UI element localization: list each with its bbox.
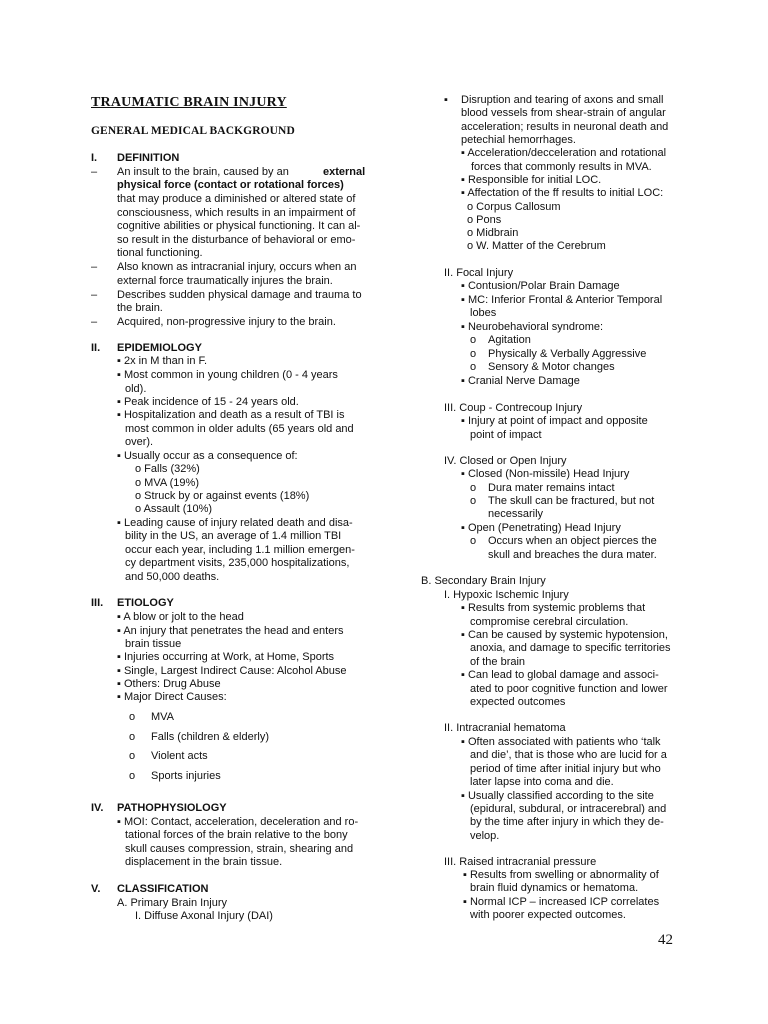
left-text-line: consciousness, which results in an impairment of: [117, 207, 356, 219]
right-text-line: ▪ Usually classified according to the site: [461, 790, 654, 802]
right-text-line: o Corpus Callosum: [467, 201, 561, 213]
left-text-line: II.: [91, 342, 101, 354]
left-text-line: Describes sudden physical damage and trauma to: [117, 289, 362, 301]
left-text-line: external: [323, 166, 366, 178]
left-text-line: ▪ 2x in M than in F.: [117, 355, 208, 367]
left-text-line: o: [129, 770, 136, 782]
right-text-line: blood vessels from shear-strain of angular: [461, 107, 666, 119]
left-text-line: –: [91, 166, 98, 178]
left-text-line: CLASSIFICATION: [117, 883, 209, 895]
right-text-line: forces that commonly results in MVA.: [471, 161, 652, 173]
left-text-line: ▪ Most common in young children (0 - 4 years: [117, 369, 338, 381]
right-text-line: o Midbrain: [467, 227, 519, 239]
right-text-line: B. Secondary Brain Injury: [421, 575, 546, 587]
right-text-line: o: [470, 348, 477, 360]
left-text-line: Also known as intracranial injury, occurs when an: [117, 261, 357, 273]
right-text-line: brain fluid dynamics or hematoma.: [470, 882, 639, 894]
left-text-line: Sports injuries: [151, 770, 221, 782]
left-text-line: most common in older adults (65 years old and: [125, 423, 354, 435]
left-text-line: that may produce a diminished or altered state of: [117, 193, 356, 205]
left-text-line: o Falls (32%): [135, 463, 200, 475]
right-text-line: velop.: [470, 830, 500, 842]
left-text-line: bility in the US, an average of 1.4 million TBI: [125, 530, 342, 542]
left-text-line: tational forces of the brain relative to the bony: [125, 829, 348, 841]
right-text-line: petechial hemorrhages.: [461, 134, 576, 146]
right-text-line: compromise cerebral circulation.: [470, 616, 629, 628]
right-text-line: o: [470, 361, 477, 373]
left-text-line: o: [129, 711, 136, 723]
right-text-line: I. Hypoxic Ischemic Injury: [444, 589, 569, 601]
right-text-line: III. Coup - Contrecoup Injury: [444, 402, 583, 414]
left-text-line: over).: [125, 436, 154, 448]
right-text-line: (epidural, subdural, or intracerebral) and: [470, 803, 667, 815]
right-text-line: ▪ Can lead to global damage and associ-: [461, 669, 659, 681]
right-text-line: ▪ Normal ICP – increased ICP correlates: [463, 896, 660, 908]
left-text-line: old).: [125, 383, 147, 395]
left-text-line: An insult to the brain, caused by an: [117, 166, 289, 178]
left-text-line: ▪ Hospitalization and death as a result of TBI is: [117, 409, 345, 421]
left-text-line: MVA: [151, 711, 175, 723]
left-text-line: I. Diffuse Axonal Injury (DAI): [135, 910, 273, 922]
left-text-line: –: [91, 261, 98, 273]
right-text-line: acceleration; results in neuronal death and: [461, 121, 669, 133]
left-text-line: tional functioning.: [117, 247, 203, 259]
right-text-line: II. Focal Injury: [444, 267, 514, 279]
left-text-line: o Assault (10%): [135, 503, 213, 515]
right-text-line: ▪ MC: Inferior Frontal & Anterior Temporal: [461, 294, 663, 306]
left-text-line: EPIDEMIOLOGY: [117, 342, 202, 354]
right-text-line: and die’, that is those who are lucid for a: [470, 749, 667, 761]
left-text-line: A. Primary Brain Injury: [117, 897, 228, 909]
left-text-line: ▪ Peak incidence of 15 - 24 years old.: [117, 396, 299, 408]
right-text-line: lobes: [470, 307, 497, 319]
right-text-line: Physically & Verbally Aggressive: [488, 348, 647, 360]
right-text-line: ▪ Can be caused by systemic hypotension,: [461, 629, 668, 641]
left-text-line: ▪ MOI: Contact, acceleration, deceleration and ro-: [117, 816, 359, 828]
left-text-line: DEFINITION: [117, 152, 180, 164]
right-text-line: o: [470, 482, 477, 494]
left-text-line: external force traumatically injures the brain.: [117, 275, 333, 287]
right-text-line: ▪ Results from systemic problems that: [461, 602, 646, 614]
left-text-line: skull causes compression, strain, shearing and: [125, 843, 354, 855]
left-text-line: displacement in the brain tissue.: [125, 856, 283, 868]
left-text-line: ▪ Injuries occurring at Work, at Home, Sports: [117, 651, 335, 663]
right-text-line: o: [470, 334, 477, 346]
page-number: 42: [658, 932, 673, 948]
right-text-line: necessarily: [488, 508, 544, 520]
right-text-line: ▪ Acceleration/decceleration and rotational: [461, 147, 667, 159]
left-text-line: IV.: [91, 802, 104, 814]
right-text-line: ▪ Neurobehavioral syndrome:: [461, 321, 604, 333]
right-text-line: o: [470, 495, 477, 507]
right-text-line: ▪ Contusion/Polar Brain Damage: [461, 280, 620, 292]
right-text-line: ▪ Responsible for initial LOC.: [461, 174, 602, 186]
left-text-line: brain tissue: [125, 638, 182, 650]
left-text-line: ▪ Usually occur as a consequence of:: [117, 450, 298, 462]
right-text-line: by the time after injury in which they de-: [470, 816, 664, 828]
right-text-line: II. Intracranial hematoma: [444, 722, 566, 734]
left-text-line: so result in the disturbance of behavioral or emo-: [117, 234, 356, 246]
right-text-line: period of time after initial injury but who: [470, 763, 661, 775]
right-text-line: ated to poor cognitive function and lower: [470, 683, 668, 695]
left-text-line: ▪ A blow or jolt to the head: [117, 611, 244, 623]
right-text-line: Occurs when an object pierces the: [488, 535, 657, 547]
left-text-line: cy department visits, 235,000 hospitalizations,: [125, 557, 350, 569]
right-text-line: o W. Matter of the Cerebrum: [467, 240, 606, 252]
right-text-line: ▪ Cranial Nerve Damage: [461, 375, 580, 387]
section-subtitle: GENERAL MEDICAL BACKGROUND: [91, 125, 295, 137]
right-text-line: ▪ Open (Penetrating) Head Injury: [461, 522, 621, 534]
right-text-line: skull and breaches the dura mater.: [488, 549, 657, 561]
right-text-line: Disruption and tearing of axons and small: [461, 94, 664, 106]
right-text-line: of the brain: [470, 656, 526, 668]
left-text-line: I.: [91, 152, 98, 164]
right-text-line: o Pons: [467, 214, 502, 226]
left-text-line: III.: [91, 597, 104, 609]
left-text-line: PATHOPHYSIOLOGY: [117, 802, 227, 814]
left-text-line: ▪ Single, Largest Indirect Cause: Alcohol Abuse: [117, 665, 347, 677]
left-text-line: ▪ Others: Drug Abuse: [117, 678, 221, 690]
right-text-line: The skull can be fractured, but not: [488, 495, 655, 507]
right-text-line: ▪ Affectation of the ff results to initial LOC:: [461, 187, 664, 199]
right-text-line: expected outcomes: [470, 696, 566, 708]
right-text-line: point of impact: [470, 429, 542, 441]
left-text-line: Acquired, non-progressive injury to the brain.: [117, 316, 336, 328]
right-text-line: later lapse into coma and die.: [470, 776, 614, 788]
left-text-line: occur each year, including 1.1 million emergen-: [125, 544, 355, 556]
left-text-line: –: [91, 289, 98, 301]
right-text-line: o: [470, 535, 477, 547]
left-text-line: ETIOLOGY: [117, 597, 174, 609]
right-text-line: Agitation: [488, 334, 531, 346]
right-text-line: ▪: [444, 94, 448, 106]
right-text-line: ▪ Results from swelling or abnormality of: [463, 869, 659, 881]
left-text-line: Violent acts: [151, 750, 208, 762]
left-text-line: o: [129, 731, 136, 743]
right-text-line: Dura mater remains intact: [488, 482, 615, 494]
left-text-line: o Struck by or against events (18%): [135, 490, 310, 502]
left-text-line: physical force (contact or rotational forces): [117, 179, 344, 191]
left-text-line: the brain.: [117, 302, 163, 314]
left-text-line: V.: [91, 883, 101, 895]
right-text-line: anoxia, and damage to specific territories: [470, 642, 671, 654]
left-text-line: Falls (children & elderly): [151, 731, 269, 743]
right-text-line: Sensory & Motor changes: [488, 361, 615, 373]
right-text-line: IV. Closed or Open Injury: [444, 455, 567, 467]
left-text-line: ▪ Major Direct Causes:: [117, 691, 227, 703]
right-text-line: ▪ Injury at point of impact and opposite: [461, 415, 648, 427]
left-text-line: o: [129, 750, 136, 762]
right-text-line: ▪ Often associated with patients who ‘talk: [461, 736, 661, 748]
page-title: TRAUMATIC BRAIN INJURY: [91, 95, 287, 110]
right-text-line: III. Raised intracranial pressure: [444, 856, 597, 868]
right-text-line: with poorer expected outcomes.: [470, 909, 626, 921]
left-text-line: ▪ Leading cause of injury related death and disa-: [117, 517, 353, 529]
left-text-line: and 50,000 deaths.: [125, 571, 220, 583]
left-text-line: –: [91, 316, 98, 328]
left-text-line: ▪ An injury that penetrates the head and enters: [117, 625, 344, 637]
left-text-line: o MVA (19%): [135, 477, 199, 489]
right-text-line: ▪ Closed (Non-missile) Head Injury: [461, 468, 630, 480]
left-text-line: cognitive abilities or physical functioning. It can al-: [117, 220, 361, 232]
